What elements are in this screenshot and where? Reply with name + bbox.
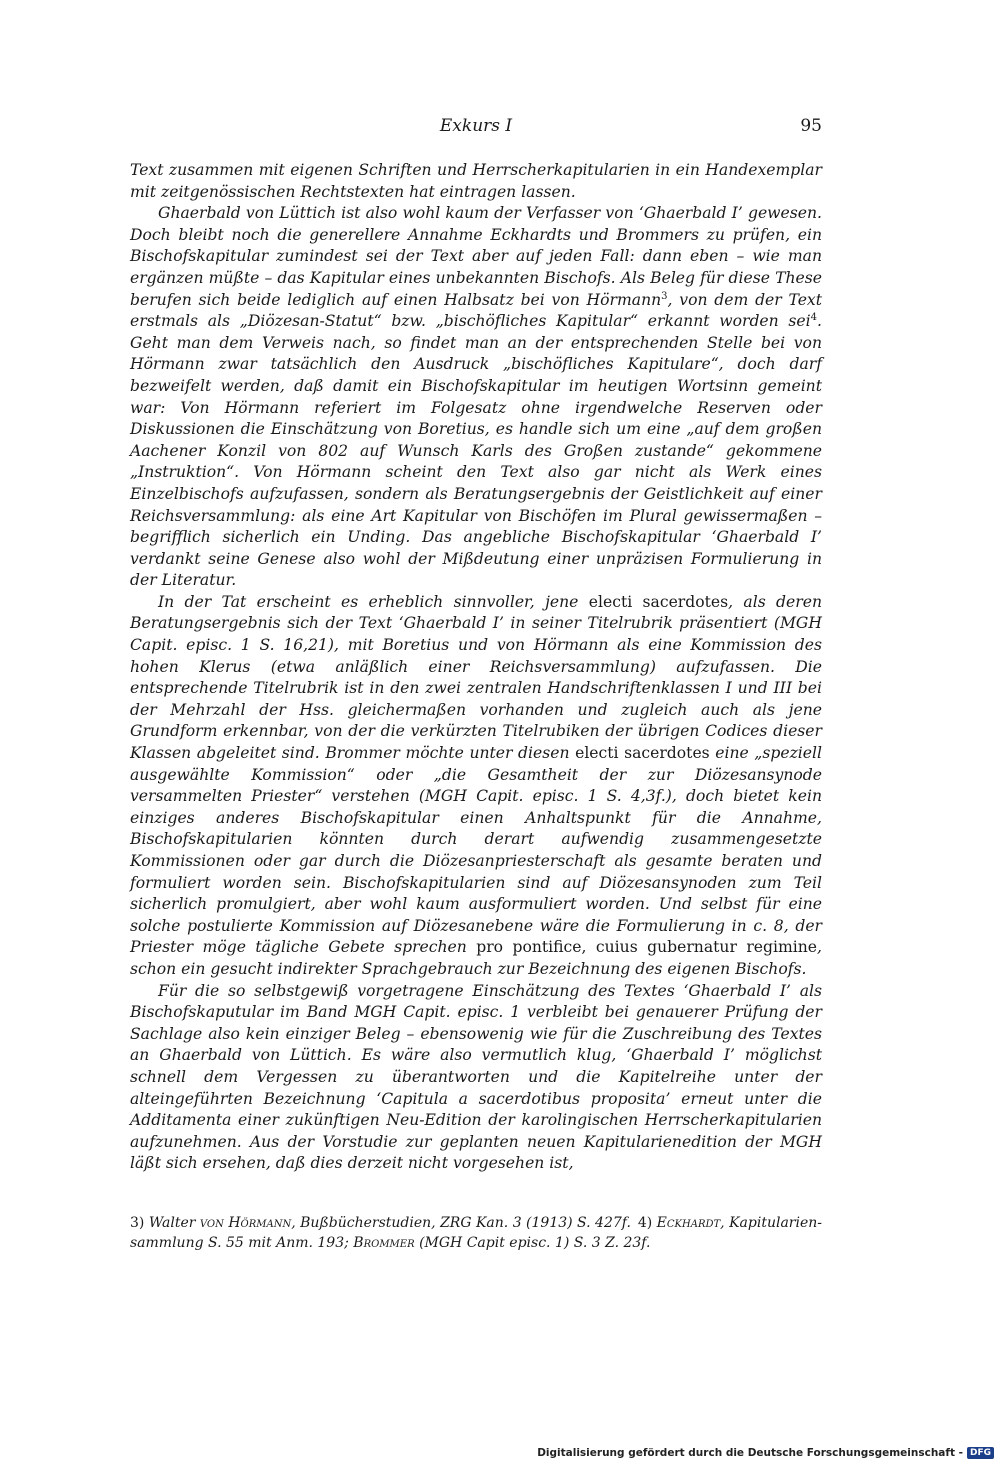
paragraph-1-text: Text zusammen mit eigenen Schriften und Herrscherkapitularien in ein Handexemplar mit zeitgenössischen Rechtstexten hat eintragen lassen. — [130, 161, 822, 201]
footnote-4-author: Eckhardt — [656, 1215, 721, 1231]
paragraph-3-text-a: In der Tat erscheint es erheblich sinnvoller, jene — [158, 592, 589, 611]
paragraph-3-text-b: , als deren Beratungsergebnis sich der Text ‘Ghaerbald I’ in seiner Titelrubrik präsentiert (MGH Capit. episc. 1 S. 16,21), mit Boretius und von Hörmann als eine Kommission des hohen Klerus (etwa anläßlich einer Reichsversammlung) aufzufassen. Die entsprechende Titelrubrik ist in den zwei zentralen Handschriftenklassen I und III bei der Mehrzahl der Hss. gleichermaßen vorhanden und zugleich auch als jene Grundform erkennbar, von der die verkürzten Titelrubiken der übrigen Codices dieser Klassen abgeleitet sind. Brommer möchte unter diesen — [130, 592, 822, 763]
paragraph-2-text-a: Ghaerbald von Lüttich ist also wohl kaum der Verfasser von ‘Ghaerbald I’ gewesen. Doch bleibt noch die generellere Annahme Eckhardts und Brommers zu prüfen, ein Bischofskapitular zumindest sei der Text aber auf jeden Fall: dann eben – wie man ergänzen müßte – das Kapitular eines unbekannten Bischofs. Als Beleg für diese These berufen sich beide lediglich auf einen Halbsatz bei von Hörmann — [130, 204, 822, 309]
footnote-4-continuation-a: sammlung S. 55 mit Anm. 193; — [130, 1235, 354, 1251]
latin-term-2: electi sacerdotes — [575, 744, 710, 763]
paragraph-4 — [130, 981, 822, 1175]
footnote-row-1 — [130, 1213, 822, 1233]
footnote-3 — [130, 1213, 631, 1233]
footnote-3-number: 3) — [130, 1215, 145, 1231]
running-head: Exkurs I — [439, 116, 513, 136]
dfg-logo-icon: DFG — [967, 1447, 994, 1459]
footnote-4-number: 4) — [637, 1215, 653, 1231]
footnote-3-text-b: , Bußbücherstudien, ZRG Kan. 3 (1913) S. 427f. — [291, 1215, 631, 1231]
footnote-4 — [638, 1213, 822, 1233]
paragraph-2 — [130, 203, 822, 592]
page-header — [130, 116, 822, 142]
footnote-4-continuation-author: Brommer — [353, 1235, 415, 1251]
footnote-ref-4[interactable]: 4 — [810, 311, 818, 323]
footnote-row-2 — [130, 1233, 822, 1253]
paragraph-2-text-c: . Geht man dem Verweis nach, so findet man an der entsprechenden Stelle bei von Hörmann zwar tatsächlich den Ausdruck „bischöfliches Kapitulare“, doch darf bezweifelt werden, daß damit ein Bischofskapitular im heutigen Wortsinn gemeint war: Von Hörmann referiert im Folgesatz ohne irgendwelche Reserven oder Diskussionen die Einschätzung von Boretius, es handle sich um eine „auf dem großen Aachener Konzil von 802 auf Wunsch Karls des Großen zustande“ gekommene „Instruktion“. Von Hörmann scheint den Text also gar nicht als Werk eines Einzelbischofs aufzufassen, sondern als Beratungsergebnis der Geistlichkeit auf einer Reichsversammlung: als eine Art Kapitular von Bischöfen im Plural gewissermaßen – begrifflich sicherlich ein Unding. Das angebliche Bischofskapitular ‘Ghaerbald I’ verdankt seine Genese also wohl der Mißdeutung einer unpräzisen Formulierung in der Literatur. — [130, 312, 822, 590]
footnote-3-text-a: Walter — [148, 1215, 200, 1231]
paragraph-4-text: Für die so selbstgewiß vorgetragene Einschätzung des Textes ‘Ghaerbald I’ als Bischofskaputular im Band MGH Capit. episc. 1 verbleibt bei genauerer Prüfung der Sachlage also kein einziger Beleg – ebensowenig wie für die Zuschreibung des Textes an Ghaerbald von Lüttich. Es wäre also vermutlich klug, ‘Ghaerbald I’ möglichst schnell dem Vergessen zu überantworten und die Kapitelreihe unter der alteingeführten Bezeichnung ‘Capitula a sacerdotibus proposita’ erneut unter die Additamenta einer zukünftigen Neu-Edition der karolingischen Herrscherkapitularien aufzunehmen. Aus der Vorstudie zur geplanten neuen Kapitularienedition der MGH läßt sich ersehen, daß dies derzeit nicht vorgesehen ist, — [130, 981, 822, 1173]
footnotes — [130, 1213, 822, 1253]
paragraph-3-text-c: eine „speziell ausgewählte Kommission“ oder „die Gesamtheit der zur Diözesansynode versammelten Priester“ verstehen (MGH Capit. episc. 1 S. 4,3f.), doch bietet kein einziges anderes Bischofskapitular einen Anhaltspunkt für die Annahme, Bischofskapitularien könnten durch derart aufwendig zusammengesetzte Kommissionen oder gar durch die Diözesanpriesterschaft als gesamte beraten und formuliert worden sein. Bischofskapitularien sind auf Diözesansynoden zum Teil sicherlich promulgiert, aber wohl kaum ausformuliert worden. Und selbst für eine solche postulierte Kommission auf Diözesanebene wäre die Formulierung in c. 8, der Priester möge tägliche Gebete sprechen — [130, 744, 822, 957]
footnote-4-text: , Kapitularien- — [720, 1215, 822, 1231]
footnote-ref-3[interactable]: 3 — [661, 290, 668, 302]
paragraph-2-text-b: , von dem der Text erstmals als „Diözesan-Statut“ bzw. „bischöfliches Kapitular“ erkannt worden sei — [130, 290, 822, 331]
footnote-3-author: von Hörmann — [199, 1215, 292, 1231]
latin-term-3: pro pontifice, cuius gubernatur regimine — [476, 938, 818, 957]
main-text — [130, 160, 822, 1175]
footnote-4-continuation-b: (MGH Capit episc. 1) S. 3 Z. 23f. — [414, 1235, 651, 1251]
paragraph-3 — [130, 592, 822, 981]
page-number: 95 — [800, 116, 822, 136]
paragraph-3-text-d: , schon ein gesucht indirekter Sprachgebrauch zur Bezeichnung des eigenen Bischofs. — [130, 938, 822, 978]
paragraph-1 — [130, 160, 822, 203]
funding-note: Digitalisierung gefördert durch die Deutsche Forschungsgemeinschaft - — [537, 1447, 963, 1459]
latin-term-1: electi sacerdotes — [588, 592, 729, 611]
funding-footer — [537, 1447, 994, 1459]
